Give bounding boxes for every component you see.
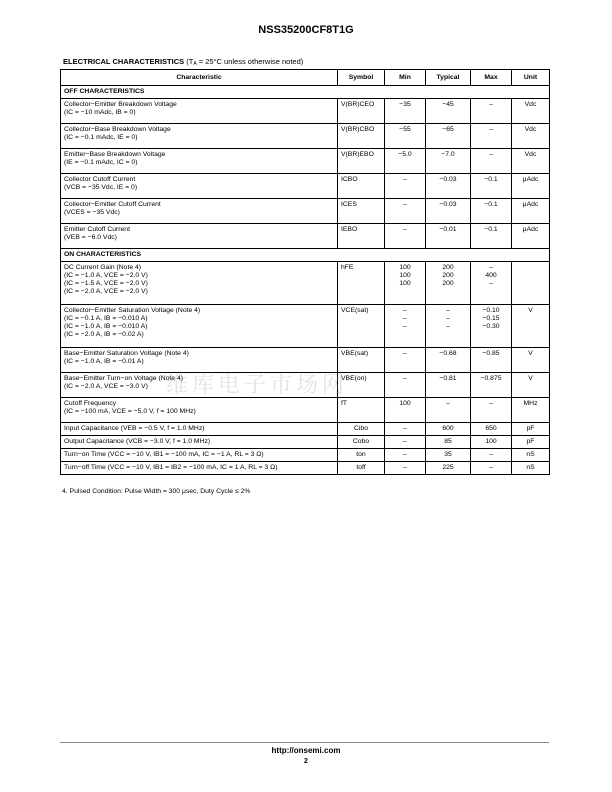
row-unit: V xyxy=(512,305,550,348)
row-typ: −0.03 xyxy=(426,174,471,199)
row-symbol: hFE xyxy=(338,262,385,305)
header-symbol: Symbol xyxy=(338,70,385,86)
row-symbol: VBE(on) xyxy=(338,373,385,398)
row-min: −5.0 xyxy=(385,149,426,174)
row-typ: 200 200 200 xyxy=(426,262,471,305)
row-characteristic: Turn−off Time (VCC = −10 V, IB1 = IB2 = −100 mA, IC = 1 A, RL = 3 Ω) xyxy=(61,462,338,475)
row-unit: V xyxy=(512,348,550,373)
row-typ: −0.68 xyxy=(426,348,471,373)
row-characteristic: Collector−Emitter Breakdown Voltage (IC = −10 mAdc, IB = 0) xyxy=(61,99,338,124)
row-unit: μAdc xyxy=(512,224,550,249)
row-unit: Vdc xyxy=(512,99,550,124)
caption-cond-suffix: = 25°C unless otherwise noted) xyxy=(196,57,304,66)
row-max: −0.1 xyxy=(471,224,512,249)
row-symbol: toff xyxy=(338,462,385,475)
page-title: NSS35200CF8T1G xyxy=(258,24,354,36)
header-characteristic: Characteristic xyxy=(61,70,338,86)
table-row xyxy=(61,174,550,199)
row-unit: μAdc xyxy=(512,174,550,199)
row-max: – xyxy=(471,124,512,149)
row-typ: – – – xyxy=(426,305,471,348)
header-min: Min xyxy=(385,70,426,86)
row-typ: −0.01 xyxy=(426,224,471,249)
row-min: – xyxy=(385,199,426,224)
row-characteristic: Emitter−Base Breakdown Voltage (IE = −0.1 mAdc, IC = 0) xyxy=(61,149,338,174)
row-max: – xyxy=(471,149,512,174)
row-max: – xyxy=(471,449,512,462)
table-row xyxy=(61,462,550,475)
table-row xyxy=(61,224,550,249)
row-typ: −7.0 xyxy=(426,149,471,174)
row-max: 100 xyxy=(471,436,512,449)
row-unit: nS xyxy=(512,449,550,462)
row-characteristic: Input Capacitance (VEB = −0.5 V, f = 1.0 MHz) xyxy=(61,423,338,436)
row-min: 100 xyxy=(385,398,426,423)
watermark: 维库电子市场网 xyxy=(166,373,349,398)
row-max: −0.875 xyxy=(471,373,512,398)
row-typ: −65 xyxy=(426,124,471,149)
row-characteristic: Collector Cutoff Current (VCB = −35 Vdc, IE = 0) xyxy=(61,174,338,199)
section-title: OFF CHARACTERISTICS xyxy=(61,86,550,99)
table-row xyxy=(61,262,550,305)
row-unit: V xyxy=(512,373,550,398)
row-unit: nS xyxy=(512,462,550,475)
row-typ: 35 xyxy=(426,449,471,462)
row-characteristic: Output Capacitance (VCB = −3.0 V, f = 1.0 MHz) xyxy=(61,436,338,449)
header-max: Max xyxy=(471,70,512,86)
row-min: – xyxy=(385,423,426,436)
row-max: – xyxy=(471,398,512,423)
row-symbol: IEBO xyxy=(338,224,385,249)
table-row xyxy=(61,149,550,174)
table-row xyxy=(61,436,550,449)
footer-url: http://onsemi.com xyxy=(271,746,341,755)
row-characteristic: Collector−Emitter Saturation Voltage (Note 4) (IC = −0.1 A, IB = −0.010 A) (IC = −1.0 A, IB = −0.010 A) (IC = −2.0 A, IB = −0.02 A) xyxy=(61,305,338,348)
row-unit: μAdc xyxy=(512,199,550,224)
page-number: 2 xyxy=(304,758,308,765)
row-characteristic: Collector−Emitter Cutoff Current (VCES = −35 Vdc) xyxy=(61,199,338,224)
table-row xyxy=(61,398,550,423)
caption-cond-sub: A xyxy=(193,61,197,67)
row-symbol: ton xyxy=(338,449,385,462)
row-characteristic: Cutoff Frequency (IC = −100 mA, VCE = −5.0 V, f = 100 MHz) xyxy=(61,398,338,423)
row-min: – xyxy=(385,373,426,398)
row-typ: 85 xyxy=(426,436,471,449)
row-min: 100 100 100 xyxy=(385,262,426,305)
row-min: – xyxy=(385,224,426,249)
row-unit: Vdc xyxy=(512,149,550,174)
table-row xyxy=(61,124,550,149)
electrical-characteristics-table xyxy=(60,69,550,475)
footer-divider xyxy=(60,742,549,743)
row-min: – xyxy=(385,348,426,373)
row-characteristic: DC Current Gain (Note 4) (IC = −1.0 A, VCE = −2.0 V) (IC = −1.5 A, VCE = −2.0 V) (IC = −2.0 A, VCE = −2.0 V) xyxy=(61,262,338,305)
row-characteristic: Base−Emitter Saturation Voltage (Note 4) (IC = −1.0 A, IB = −0.01 A) xyxy=(61,348,338,373)
row-unit: pF xyxy=(512,423,550,436)
row-unit xyxy=(512,262,550,305)
row-symbol: V(BR)CBO xyxy=(338,124,385,149)
row-max: −0.1 xyxy=(471,174,512,199)
row-max: 650 xyxy=(471,423,512,436)
row-symbol: VBE(sat) xyxy=(338,348,385,373)
row-characteristic: Base−Emitter Turn−on Voltage (Note 4) (IC = −2.0 A, VCE = −3.0 V) xyxy=(61,373,338,398)
row-max: −0.85 xyxy=(471,348,512,373)
header-unit: Unit xyxy=(512,70,550,86)
table-row xyxy=(61,423,550,436)
table-row xyxy=(61,305,550,348)
row-characteristic: Emitter Cutoff Current (VEB = −6.0 Vdc) xyxy=(61,224,338,249)
row-typ: – xyxy=(426,398,471,423)
caption-title: ELECTRICAL CHARACTERISTICS xyxy=(63,57,185,66)
table-caption xyxy=(63,57,303,66)
table-header-row xyxy=(61,70,550,86)
row-unit: pF xyxy=(512,436,550,449)
row-min: – xyxy=(385,462,426,475)
row-max: – 400 – xyxy=(471,262,512,305)
table-row xyxy=(61,99,550,124)
row-max: −0.10 −0.15 −0.30 xyxy=(471,305,512,348)
row-symbol: Cibo xyxy=(338,423,385,436)
row-symbol: Cobo xyxy=(338,436,385,449)
header-typical: Typical xyxy=(426,70,471,86)
row-symbol: VCE(sat) xyxy=(338,305,385,348)
row-symbol: ICBO xyxy=(338,174,385,199)
row-typ: −45 xyxy=(426,99,471,124)
row-min: −55 xyxy=(385,124,426,149)
row-max: – xyxy=(471,99,512,124)
table-row xyxy=(61,199,550,224)
table-row xyxy=(61,449,550,462)
row-max: −0.1 xyxy=(471,199,512,224)
caption-cond-prefix: (T xyxy=(186,57,194,66)
section-row-on xyxy=(61,249,550,262)
row-symbol: V(BR)EBO xyxy=(338,149,385,174)
section-title: ON CHARACTERISTICS xyxy=(61,249,550,262)
row-symbol: ICES xyxy=(338,199,385,224)
row-typ: −0.81 xyxy=(426,373,471,398)
row-min: – xyxy=(385,436,426,449)
row-min: −35 xyxy=(385,99,426,124)
row-min: – – – xyxy=(385,305,426,348)
row-typ: −0.03 xyxy=(426,199,471,224)
footnote: 4. Pulsed Condition: Pulse Width = 300 μsec, Duty Cycle ≤ 2% xyxy=(62,488,251,495)
section-row-off xyxy=(61,86,550,99)
row-unit: MHz xyxy=(512,398,550,423)
row-symbol: fT xyxy=(338,398,385,423)
row-symbol: V(BR)CEO xyxy=(338,99,385,124)
row-unit: Vdc xyxy=(512,124,550,149)
row-typ: 600 xyxy=(426,423,471,436)
row-min: – xyxy=(385,174,426,199)
row-characteristic: Turn−on Time (VCC = −10 V, IB1 = −100 mA, IC = −1 A, RL = 3 Ω) xyxy=(61,449,338,462)
row-min: – xyxy=(385,449,426,462)
row-typ: 225 xyxy=(426,462,471,475)
row-characteristic: Collector−Base Breakdown Voltage (IC = −0.1 mAdc, IE = 0) xyxy=(61,124,338,149)
row-max: – xyxy=(471,462,512,475)
